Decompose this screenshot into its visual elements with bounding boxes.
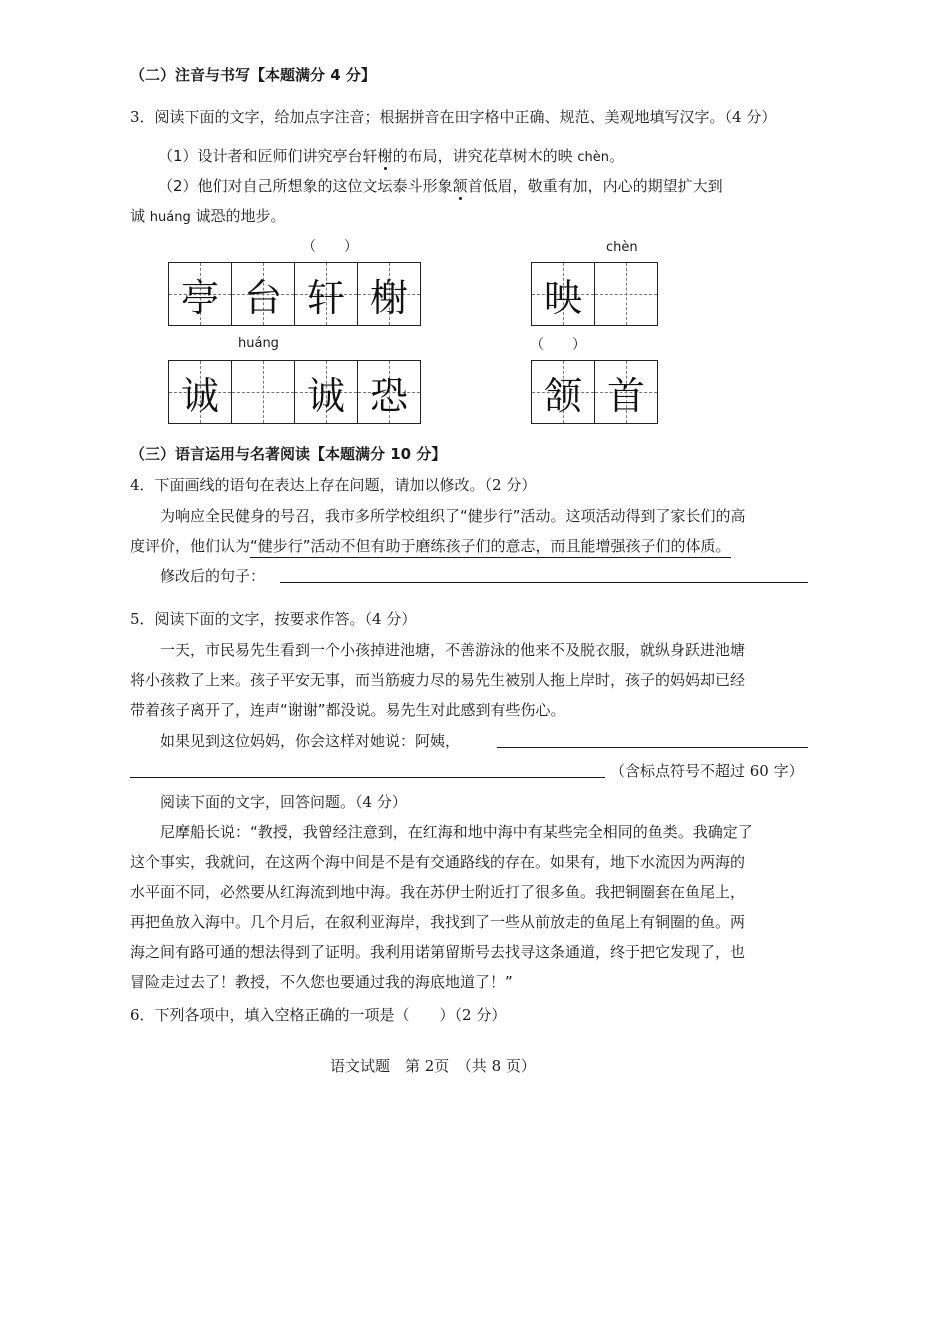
grid-2-annotation: chèn [606,240,638,255]
question-4-line-2 [130,535,731,556]
question-5-para-line-3: 带着孩子离开了，连声“谢谢”都没说。易先生对此感到有些伤心。 [130,701,566,719]
reading-intro: 阅读下面的文字，回答问题。（4 分） [160,793,407,811]
question-6-stem: 6．下列各项中，填入空格正确的一项是（ ）（2 分） [130,1006,507,1024]
grid-char: 亭 [180,275,219,320]
item-1-end: 。 [608,147,624,165]
pinyin-huang: huáng [149,210,191,225]
question-4-line-1: 为响应全民健身的号召，我市多所学校组织了“健步行”活动。这项活动得到了家长们的高 [160,507,746,525]
grid-char: 颔 [543,373,582,418]
grid-cell [169,361,232,423]
grid-char: 榭 [369,275,408,320]
grid-cell [232,263,295,325]
grid-char: 恐 [369,373,408,418]
question-4-line-2-prefix: 度评价，他们认为 [130,537,251,555]
grid-cell-blank[interactable] [595,263,657,325]
grid-char: 台 [243,275,282,320]
question-4-stem: 4．下面画线的语句在表达上存在问题，请加以修改。（2 分） [130,476,537,494]
question-3-item-2-line-2 [130,205,286,226]
reading-para-line-1: 尼摩船长说：“教授，我曾经注意到，在红海和地中海中有某些完全相同的鱼类。我确定了 [160,823,753,841]
writing-grid-1 [168,262,421,326]
grid-cell [358,361,420,423]
item-2-prefix: （2）他们对自己所想象的这位文坛泰斗形象 [158,177,453,195]
reading-para-line-4: 再把鱼放入海中。几个月后，在叙利亚海岸，我找到了一些从前放走的鱼尾上有铜圈的鱼。两 [130,913,746,931]
reading-para-line-3: 水平面不同，必然要从红海流到地中海。我在苏伊士附近打了很多鱼。我把铜圈套在鱼尾上， [130,883,746,901]
grid-cell [295,361,358,423]
grid-char: 映 [543,275,582,320]
grid-char: 轩 [306,275,345,320]
grid-cell-blank[interactable] [232,361,295,423]
dotted-char: 榭 [377,147,393,165]
question-5-para-line-2: 将小孩救了上来。孩子平安无事，而当筋疲力尽的易先生被别人拖上岸时，孩子的妈妈却已经 [130,671,746,689]
grid-cell [295,263,358,325]
question-5-para-line-1: 一天，市民易先生看到一个小孩掉进池塘，不善游泳的他来不及脱衣服，就纵身跃进池塘 [160,641,746,659]
pinyin-chen: chèn [577,150,609,165]
underlined-sentence: “健步行”活动不但有助于磨练孩子们的意志，而且能增强孩子们的体质。 [250,537,731,558]
section-2-title: （二）注音与书写【本题满分 4 分】 [130,66,376,84]
reading-para-line-6: 冒险走过去了！教授，不久您也要通过我的海底地道了！” [130,973,513,991]
question-5-prompt: 如果见到这位妈妈，你会这样对她说：阿姨， [160,732,461,750]
reading-para-line-2: 这个事实，我就问，在这两个海中间是不是有交通路线的存在。如果有，地下水流因为两海的 [130,853,746,871]
question-3-item-1 [158,145,624,166]
answer-label: 修改后的句子： [160,567,266,585]
item-2-suffix: 首低眉，敬重有加，内心的期望扩大到 [467,177,723,195]
item-2-line-2-suffix: 诚恐的地步。 [190,207,286,225]
reading-para-line-5: 海之间有路可通的想法得到了证明。我利用诺第留斯号去找寻这条通道，终于把它发现了，也 [130,943,746,961]
grid-cell [532,361,595,423]
grid-1-annotation: （ ） [302,239,358,255]
question-3-item-2-line-1 [158,175,723,196]
question-5-stem: 5．阅读下面的文字，按要求作答。（4 分） [130,610,417,628]
item-2-line-2-prefix: 诚 [130,207,150,225]
grid-char: 诚 [180,373,219,418]
character-limit-note: （含标点符号不超过 60 字） [610,762,804,780]
grid-cell [532,263,595,325]
item-1-middle: 的布局，讲究花草树木的映 [392,147,578,165]
writing-grid-4 [531,360,658,424]
grid-cell [595,361,657,423]
grid-3-annotation: huáng [238,336,279,351]
item-1-prefix: （1）设计者和匠师们讲究亭台轩 [158,147,378,165]
page-footer: 语文试题 第 2页 （共 8 页） [330,1057,536,1075]
grid-char: 诚 [306,373,345,418]
question-3-stem: 3．阅读下面的文字，给加点字注音；根据拼音在田字格中正确、规范、美观地填写汉字。（4 分） [130,108,777,126]
grid-char: 首 [606,373,645,418]
grid-cell [169,263,232,325]
section-3-title: （三）语言运用与名著阅读【本题满分 10 分】 [130,445,447,463]
writing-grid-2 [531,262,658,326]
answer-blank[interactable] [280,582,808,583]
writing-grid-3 [168,360,421,424]
response-blank-1[interactable] [497,747,808,748]
response-blank-2[interactable] [130,777,605,778]
grid-4-annotation: （ ） [530,337,586,353]
dotted-char: 颔 [452,177,468,195]
grid-cell [358,263,420,325]
